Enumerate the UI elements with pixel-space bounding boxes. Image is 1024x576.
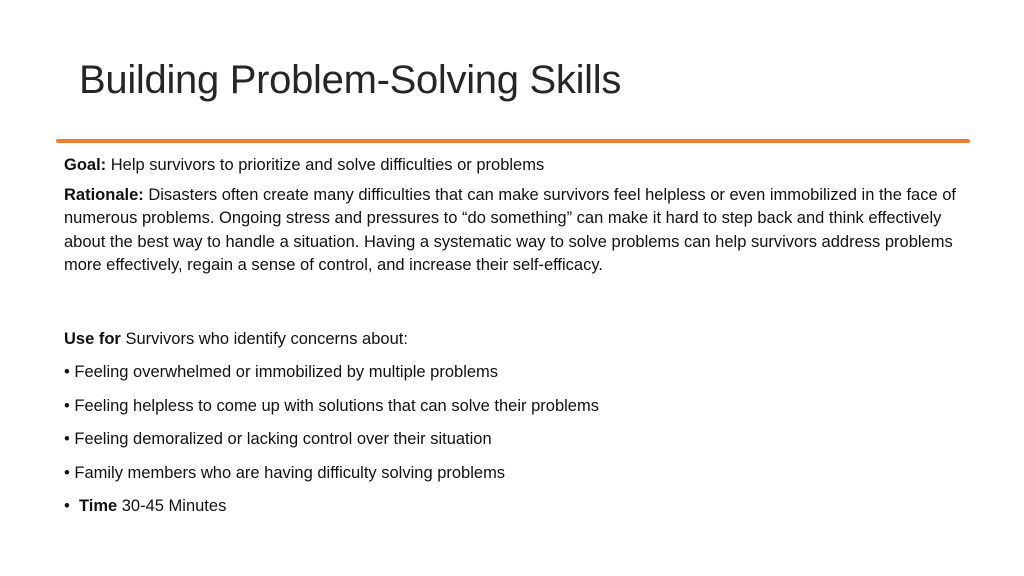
rationale-label: Rationale: (64, 185, 144, 204)
goal-label: Goal: (64, 156, 107, 174)
spacer (64, 284, 964, 328)
bullet-item: • Feeling helpless to come up with solutions that can solve their problems (64, 396, 599, 415)
time-bullet: • (64, 497, 70, 515)
use-for-text: Survivors who identify concerns about: (120, 329, 408, 348)
bullet-item: • Family members who are having difficulty solving problems (64, 463, 506, 482)
slide-title: Building Problem-Solving Skills (79, 58, 622, 102)
time-text: 30-45 Minutes (117, 497, 227, 515)
rationale-paragraph (64, 184, 964, 278)
use-for-paragraph (64, 328, 964, 352)
use-for-label: Use for (64, 329, 121, 348)
rationale-text: Disasters often create many difficulties that can make survivors feel helpless or even immobilized in the face of numerous problems. Ongoing stress and pressures to “do something” can make it hard to step back and think effectively about the best way to handle a situation. Having a systematic way to solve problems can help survivors address problems more effectively, regain a sense of control, and increase their self-efficacy. (64, 185, 957, 274)
slide-body (64, 154, 964, 529)
goal-text: Help survivors to prioritize and solve difficulties or problems (106, 156, 545, 174)
bullet-item: • Feeling overwhelmed or immobilized by multiple problems (64, 363, 499, 381)
goal-paragraph (64, 154, 964, 178)
bullet-item: • Feeling demoralized or lacking control over their situation (64, 430, 492, 448)
time-label: Time (78, 497, 118, 515)
title-divider (56, 139, 970, 143)
time-paragraph (64, 495, 964, 519)
